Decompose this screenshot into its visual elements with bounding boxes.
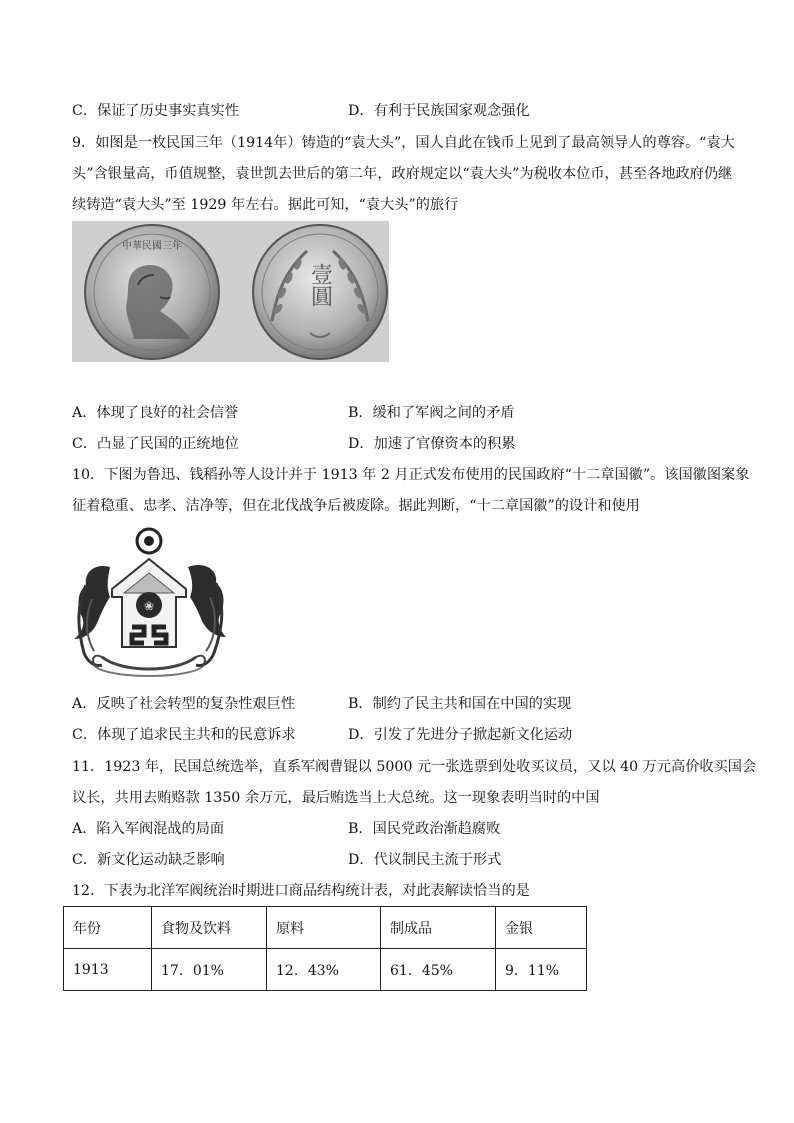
coin-reverse-denomination: 壹圓 <box>307 263 333 307</box>
twelve-symbols-emblem-image <box>72 527 227 679</box>
coin-illustration <box>72 221 389 362</box>
svg-text:❀: ❀ <box>143 599 155 613</box>
table-header-cell: 原料 <box>267 907 381 949</box>
q11-stem-line-2: 议长，共用去贿赂款 1350 余万元，最后贿选当上大总统。这一现象表明当时的中国 <box>72 790 600 806</box>
table-row <box>64 949 587 991</box>
table-header-cell: 制成品 <box>381 907 496 949</box>
q9-stem-line-1: 9．如图是一枚民国三年（1914年）铸造的“袁大头”，国人自此在钱币上见到了最高领导人的尊容。“袁大 <box>72 135 735 151</box>
table-cell: 1913 <box>64 949 152 991</box>
q10-option-d: D．引发了先进分子掀起新文化运动 <box>348 727 573 743</box>
q10-stem-line-2: 征着稳重、忠孝、洁净等，但在北伐战争后被废除。据此判断，“十二章国徽”的设计和使用 <box>72 498 640 514</box>
q9-stem-line-3: 续铸造“袁大头”至 1929 年左右。据此可知，“袁大头”的旅行 <box>72 197 459 213</box>
q10-option-b: B．制约了民主共和国在中国的实现 <box>348 696 572 712</box>
table-cell: 61．45% <box>381 949 496 991</box>
table-cell: 9．11% <box>496 949 587 991</box>
q8-option-c: C．保证了历史事实真实性 <box>72 103 239 119</box>
q10-option-a: A．反映了社会转型的复杂性艰巨性 <box>72 696 296 712</box>
q8-option-d: D．有利于民族国家观念强化 <box>348 103 530 119</box>
q9-option-d: D．加速了官僚资本的积累 <box>348 436 516 452</box>
q10-stem-line-1: 10．下图为鲁迅、钱稻孙等人设计并于 1913 年 2 月正式发布使用的民国政府“十二章国徽”。该国徽图案象 <box>72 467 750 483</box>
q11-option-c: C．新文化运动缺乏影响 <box>72 852 225 868</box>
q12-stem-line-1: 12．下表为北洋军阀统治时期进口商品结构统计表，对此表解读恰当的是 <box>72 883 530 899</box>
q11-option-d: D．代议制民主流于形式 <box>348 852 502 868</box>
table-header-cell: 金银 <box>496 907 587 949</box>
q9-option-c: C．凸显了民国的正统地位 <box>72 436 239 452</box>
coin-obverse <box>85 225 219 359</box>
import-structure-table <box>63 906 587 991</box>
q11-option-b: B．国民党政治渐趋腐败 <box>348 821 501 837</box>
q9-stem-line-2: 头”含银量高，币值规整，袁世凯去世后的第二年，政府规定以“袁大头”为税收本位币，甚至各地政府仍继 <box>72 166 733 182</box>
q11-stem-line-1: 11．1923 年，民国总统选举，直系军阀曹锟以 5000 元一张选票到处收买议员，又以 40 万元高价收买国会 <box>72 759 757 775</box>
coin-obverse-legend: 中華民國三年 <box>122 241 182 252</box>
table-header-cell: 年份 <box>64 907 152 949</box>
yuan-datou-coin-image <box>72 221 389 362</box>
emblem-illustration <box>72 527 227 679</box>
q10-option-c: C．体现了追求民主共和的民意诉求 <box>72 727 296 743</box>
coin-reverse <box>253 225 387 359</box>
table-cell: 17．01% <box>152 949 267 991</box>
table-header-cell: 食物及饮料 <box>152 907 267 949</box>
table-header-row <box>64 907 587 949</box>
table-cell: 12．43% <box>267 949 381 991</box>
q11-option-a: A．陷入军阀混战的局面 <box>72 821 225 837</box>
q9-option-b: B．缓和了军阀之间的矛盾 <box>348 405 515 421</box>
q9-option-a: A．体现了良好的社会信誉 <box>72 405 239 421</box>
